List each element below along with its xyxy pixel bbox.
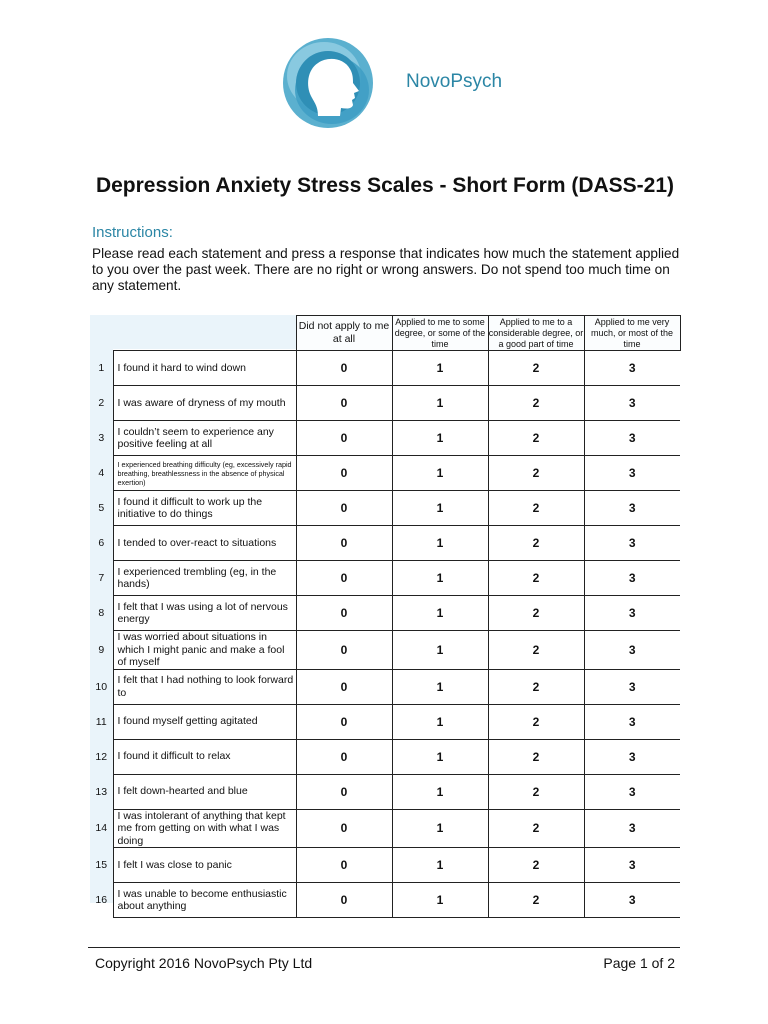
- response-option[interactable]: 1: [392, 351, 488, 386]
- item-statement: I was unable to become enthusiastic about anything: [113, 883, 296, 918]
- item-number: 4: [98, 467, 105, 479]
- response-option[interactable]: 1: [392, 883, 488, 918]
- response-option[interactable]: 0: [296, 386, 392, 421]
- response-option[interactable]: 1: [392, 561, 488, 596]
- response-option[interactable]: 3: [584, 774, 680, 809]
- response-option[interactable]: 3: [584, 883, 680, 918]
- response-option[interactable]: 2: [488, 596, 584, 631]
- response-option[interactable]: 1: [392, 596, 488, 631]
- item-statement: I found myself getting agitated: [113, 704, 296, 739]
- response-option[interactable]: 3: [584, 809, 680, 848]
- response-option[interactable]: 2: [488, 351, 584, 386]
- item-number: 3: [98, 432, 105, 444]
- item-number: 6: [98, 537, 105, 549]
- response-option[interactable]: 2: [488, 561, 584, 596]
- item-number: 15: [95, 859, 108, 871]
- table-row: [90, 883, 680, 918]
- response-option[interactable]: 2: [488, 848, 584, 883]
- response-option[interactable]: 2: [488, 669, 584, 704]
- response-option[interactable]: 0: [296, 491, 392, 526]
- response-option[interactable]: 3: [584, 848, 680, 883]
- response-option[interactable]: 3: [584, 704, 680, 739]
- response-option[interactable]: 1: [392, 456, 488, 491]
- item-number: 7: [98, 572, 105, 584]
- item-statement: I was worried about situations in which I might panic and make a fool of myself: [113, 631, 296, 670]
- item-statement: I found it difficult to relax: [113, 739, 296, 774]
- item-number: 8: [98, 607, 105, 619]
- response-option[interactable]: 3: [584, 526, 680, 561]
- item-number: 1: [98, 362, 105, 374]
- response-option[interactable]: 1: [392, 774, 488, 809]
- response-option[interactable]: 1: [392, 386, 488, 421]
- response-option[interactable]: 0: [296, 704, 392, 739]
- response-option[interactable]: 1: [392, 631, 488, 670]
- response-option[interactable]: 2: [488, 739, 584, 774]
- item-number: 14: [95, 822, 108, 835]
- item-statement: I experienced trembling (eg, in the hands): [113, 561, 296, 596]
- item-statement: I felt down-hearted and blue: [113, 774, 296, 809]
- response-option[interactable]: 3: [584, 561, 680, 596]
- table-row: [90, 809, 680, 848]
- column-header: Applied to me very much, or most of the time: [584, 316, 680, 351]
- item-number: 16: [95, 894, 108, 906]
- response-option[interactable]: 1: [392, 421, 488, 456]
- response-option[interactable]: 0: [296, 883, 392, 918]
- item-number: 9: [98, 643, 105, 656]
- response-option[interactable]: 2: [488, 526, 584, 561]
- response-option[interactable]: 0: [296, 351, 392, 386]
- item-statement: I felt that I was using a lot of nervous energy: [113, 596, 296, 631]
- response-option[interactable]: 2: [488, 456, 584, 491]
- table-row: [90, 526, 680, 561]
- table-row: [90, 739, 680, 774]
- item-statement: I felt that I had nothing to look forward to: [113, 669, 296, 704]
- item-number: 12: [95, 750, 108, 763]
- response-option[interactable]: 0: [296, 456, 392, 491]
- item-number: 5: [98, 502, 105, 514]
- brand-name: NovoPsych: [406, 71, 503, 92]
- item-number: 13: [95, 785, 108, 798]
- table-row: [90, 631, 680, 670]
- response-option[interactable]: 0: [296, 596, 392, 631]
- table-row: [90, 386, 680, 421]
- response-option[interactable]: 2: [488, 491, 584, 526]
- response-option[interactable]: 3: [584, 456, 680, 491]
- response-option[interactable]: 3: [584, 386, 680, 421]
- item-statement: I experienced breathing difficulty (eg, excessively rapid breathing, breathlessness in the absence of physical exertion): [113, 456, 296, 491]
- response-option[interactable]: 0: [296, 809, 392, 848]
- response-option[interactable]: 2: [488, 631, 584, 670]
- item-statement: I tended to over-react to situations: [113, 526, 296, 561]
- table-header: [90, 316, 680, 351]
- item-statement: I was intolerant of anything that kept me from getting on with what I was doing: [113, 809, 296, 848]
- response-option[interactable]: 2: [488, 386, 584, 421]
- response-option[interactable]: 0: [296, 631, 392, 670]
- response-option[interactable]: 0: [296, 421, 392, 456]
- response-option[interactable]: 1: [392, 491, 488, 526]
- table-row: [90, 456, 680, 491]
- table-row: [90, 848, 680, 883]
- response-option[interactable]: 3: [584, 596, 680, 631]
- header-spacer: [90, 316, 296, 351]
- novopsych-logo-icon: [274, 36, 380, 130]
- response-option[interactable]: 0: [296, 848, 392, 883]
- footer-divider: [88, 947, 680, 948]
- table-row: [90, 596, 680, 631]
- table-row: [90, 704, 680, 739]
- response-option[interactable]: 1: [392, 739, 488, 774]
- response-option[interactable]: 2: [488, 421, 584, 456]
- response-option[interactable]: 2: [488, 774, 584, 809]
- table-row: [90, 774, 680, 809]
- response-option[interactable]: 1: [392, 669, 488, 704]
- item-statement: I couldn’t seem to experience any positive feeling at all: [113, 421, 296, 456]
- column-header: Applied to me to a considerable degree, or a good part of time: [488, 316, 584, 349]
- page-title: Depression Anxiety Stress Scales - Short Form (DASS-21): [95, 174, 675, 197]
- response-option[interactable]: 0: [296, 739, 392, 774]
- response-option[interactable]: 1: [392, 526, 488, 561]
- response-option[interactable]: 1: [392, 704, 488, 739]
- response-option[interactable]: 3: [584, 739, 680, 774]
- item-statement: I was aware of dryness of my mouth: [113, 386, 296, 421]
- item-number: 11: [95, 715, 107, 728]
- response-option[interactable]: 2: [488, 883, 584, 918]
- response-option[interactable]: 2: [488, 704, 584, 739]
- response-option[interactable]: 3: [584, 631, 680, 670]
- instructions-text: Please read each statement and press a response that indicates how much the statement applied to you over the past week. There are no right or wrong answers. Do not spend too much time on any statement.: [92, 246, 680, 293]
- response-option[interactable]: 1: [392, 848, 488, 883]
- response-option[interactable]: 1: [392, 809, 488, 848]
- item-statement: I felt I was close to panic: [113, 848, 296, 883]
- response-option[interactable]: 3: [584, 421, 680, 456]
- item-statement: I found it hard to wind down: [113, 351, 296, 386]
- instructions-heading: Instructions:: [92, 224, 173, 241]
- item-number: 2: [98, 397, 105, 409]
- column-header: Did not apply to me at all: [296, 316, 392, 351]
- response-option[interactable]: 3: [584, 351, 680, 386]
- questionnaire-table: [90, 315, 681, 918]
- response-option[interactable]: 0: [296, 669, 392, 704]
- response-option[interactable]: 2: [488, 809, 584, 848]
- response-option[interactable]: 0: [296, 561, 392, 596]
- table-row: [90, 351, 680, 386]
- page-number: Page 1 of 2: [603, 955, 675, 971]
- response-option[interactable]: 0: [296, 526, 392, 561]
- response-option[interactable]: 3: [584, 491, 680, 526]
- item-statement: I found it difficult to work up the initiative to do things: [113, 491, 296, 526]
- table-row: [90, 421, 680, 456]
- response-option[interactable]: 3: [584, 669, 680, 704]
- table-row: [90, 669, 680, 704]
- copyright-text: Copyright 2016 NovoPsych Pty Ltd: [95, 955, 313, 971]
- column-header: Applied to me to some degree, or some of the time: [392, 316, 488, 351]
- table-row: [90, 491, 680, 526]
- table-row: [90, 561, 680, 596]
- response-option[interactable]: 0: [296, 774, 392, 809]
- item-number: 10: [95, 680, 108, 693]
